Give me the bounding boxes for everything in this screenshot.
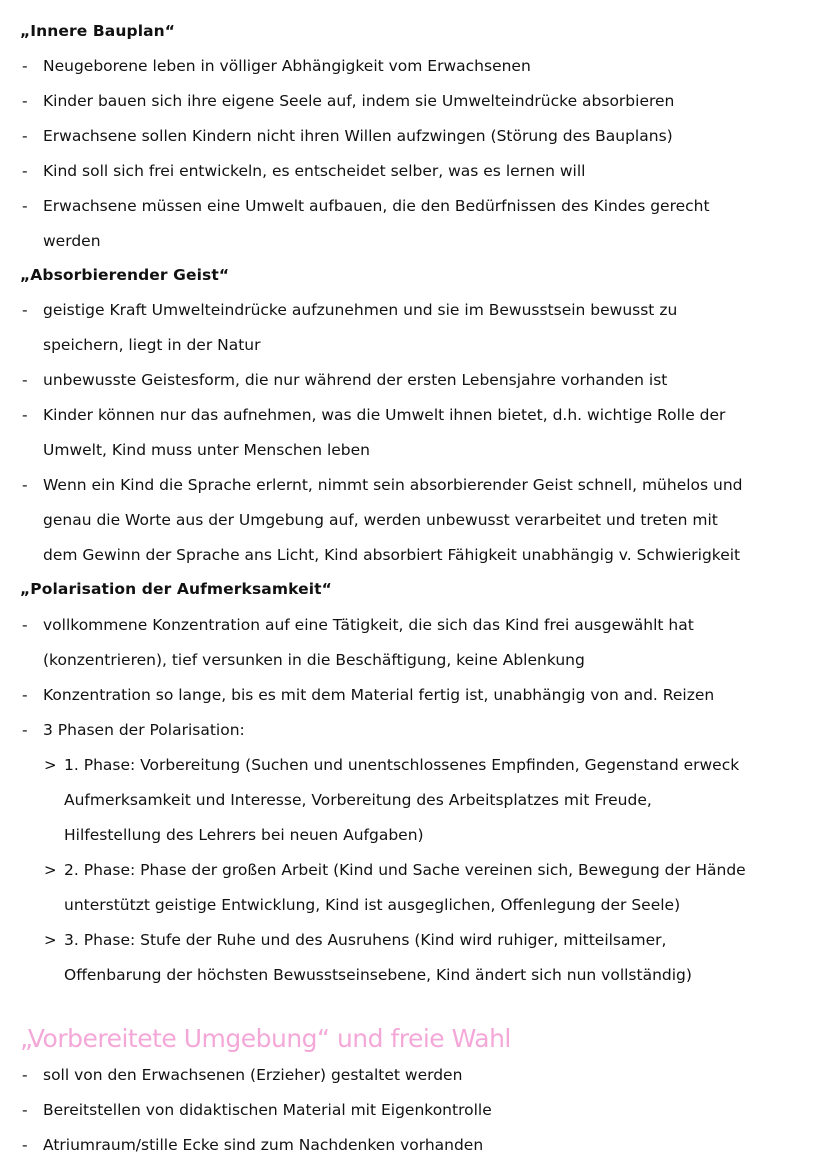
bullet-dash: - <box>22 92 28 110</box>
bullet-dash: - <box>22 197 28 215</box>
list-item: Kind soll sich frei entwickeln, es entscheidet selber, was es lernen will <box>43 162 586 180</box>
bullet-dash: - <box>22 1066 28 1084</box>
sub-list-item: 3. Phase: Stufe der Ruhe und des Ausruhens (Kind wird ruhiger, mitteilsamer, <box>64 931 667 949</box>
list-item-continuation: Umwelt, Kind muss unter Menschen leben <box>43 441 370 459</box>
list-item: Konzentration so lange, bis es mit dem Material fertig ist, unabhängig von and. Reizen <box>43 686 715 704</box>
arrow-bullet-icon: > <box>44 861 57 879</box>
list-item: unbewusste Geistesform, die nur während der ersten Lebensjahre vorhanden ist <box>43 371 668 389</box>
bullet-dash: - <box>22 721 28 739</box>
list-item: Bereitstellen von didaktischen Material mit Eigenkontrolle <box>43 1101 492 1119</box>
bullet-dash: - <box>22 57 28 75</box>
bullet-dash: - <box>22 127 28 145</box>
list-item: Erwachsene müssen eine Umwelt aufbauen, die den Bedürfnissen des Kindes gerecht <box>43 197 710 215</box>
list-item: Neugeborene leben in völliger Abhängigkeit vom Erwachsenen <box>43 57 531 75</box>
bullet-dash: - <box>22 1136 28 1154</box>
list-item-continuation: (konzentrieren), tief versunken in die Beschäftigung, keine Ablenkung <box>43 651 585 669</box>
bullet-dash: - <box>22 1101 28 1119</box>
sub-list-item-continuation: Aufmerksamkeit und Interesse, Vorbereitung des Arbeitsplatzes mit Freude, <box>64 791 652 809</box>
list-item: Wenn ein Kind die Sprache erlernt, nimmt sein absorbierender Geist schnell, mühelos und <box>43 476 743 494</box>
sub-list-item-continuation: unterstützt geistige Entwicklung, Kind ist ausgeglichen, Offenlegung der Seele) <box>64 896 681 914</box>
list-item: geistige Kraft Umwelteindrücke aufzunehmen und sie im Bewusstsein bewusst zu <box>43 301 678 319</box>
bullet-dash: - <box>22 301 28 319</box>
list-item-continuation: werden <box>43 232 101 250</box>
section-heading-polarisation: „Polarisation der Aufmerksamkeit“ <box>20 580 332 598</box>
sub-list-item: 2. Phase: Phase der großen Arbeit (Kind und Sache vereinen sich, Bewegung der Hände <box>64 861 746 879</box>
bullet-dash: - <box>22 686 28 704</box>
sub-list-item-continuation: Offenbarung der höchsten Bewusstseinsebene, Kind ändert sich nun vollständig) <box>64 966 692 984</box>
list-item-continuation: speichern, liegt in der Natur <box>43 336 261 354</box>
section-heading-geist: „Absorbierender Geist“ <box>20 266 230 284</box>
bullet-dash: - <box>22 476 28 494</box>
list-item: soll von den Erwachsenen (Erzieher) gestaltet werden <box>43 1066 463 1084</box>
arrow-bullet-icon: > <box>44 931 57 949</box>
list-item-continuation: dem Gewinn der Sprache ans Licht, Kind absorbiert Fähigkeit unabhängig v. Schwierigkeit <box>43 546 741 564</box>
sub-list-item-continuation: Hilfestellung des Lehrers bei neuen Aufgaben) <box>64 826 424 844</box>
list-item: 3 Phasen der Polarisation: <box>43 721 245 739</box>
list-item: Kinder bauen sich ihre eigene Seele auf, indem sie Umwelteindrücke absorbieren <box>43 92 675 110</box>
section-heading-umgebung: „Vorbereitete Umgebung“ und freie Wahl <box>20 1024 511 1053</box>
list-item-continuation: genau die Worte aus der Umgebung auf, werden unbewusst verarbeitet und treten mit <box>43 511 718 529</box>
sub-list-item: 1. Phase: Vorbereitung (Suchen und unentschlossenes Empfinden, Gegenstand erweck <box>64 756 740 774</box>
list-item: Atriumraum/stille Ecke sind zum Nachdenken vorhanden <box>43 1136 484 1154</box>
bullet-dash: - <box>22 371 28 389</box>
list-item: Kinder können nur das aufnehmen, was die Umwelt ihnen bietet, d.h. wichtige Rolle der <box>43 406 726 424</box>
section-heading-bauplan: „Innere Bauplan“ <box>20 22 176 40</box>
arrow-bullet-icon: > <box>44 756 57 774</box>
bullet-dash: - <box>22 616 28 634</box>
list-item: Erwachsene sollen Kindern nicht ihren Willen aufzwingen (Störung des Bauplans) <box>43 127 673 145</box>
bullet-dash: - <box>22 162 28 180</box>
list-item: vollkommene Konzentration auf eine Tätigkeit, die sich das Kind frei ausgewählt hat <box>43 616 694 634</box>
bullet-dash: - <box>22 406 28 424</box>
